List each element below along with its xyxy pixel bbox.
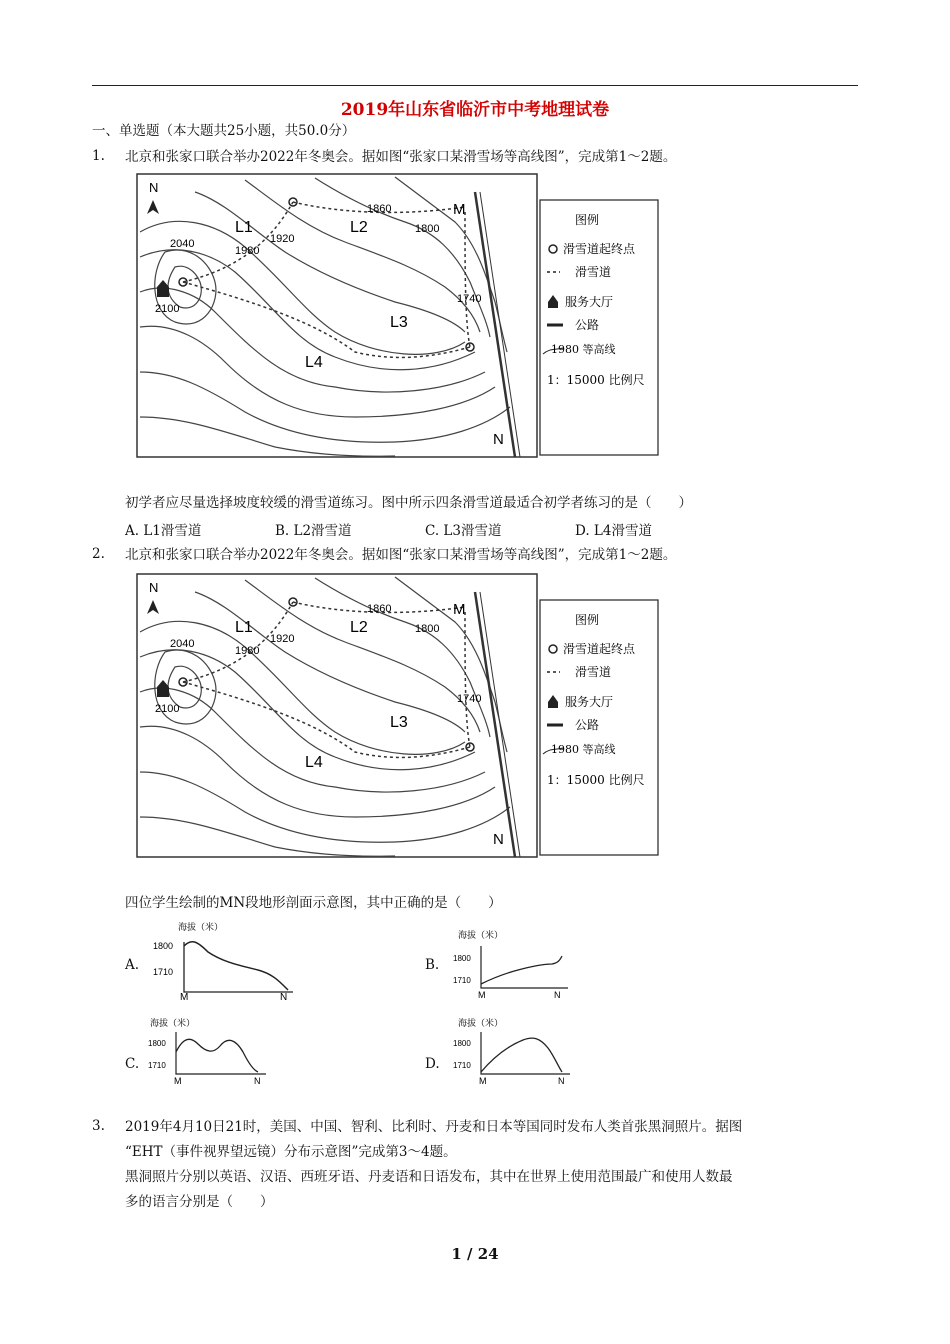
label-l4: L4	[305, 354, 323, 371]
profile-c-m: M	[174, 1076, 182, 1086]
q1-option-a[interactable]: A. L1滑雪道	[125, 523, 202, 539]
q2-option-d[interactable]: D.	[425, 1056, 440, 1072]
label-n: N	[493, 831, 504, 848]
profile-d-ylabel: 海拔（米）	[458, 1019, 504, 1029]
profile-b-m: M	[478, 990, 486, 1000]
legend-contour: 1980 等高线	[551, 743, 616, 756]
q2-option-a[interactable]: A.	[125, 957, 140, 973]
north-label: N	[149, 180, 159, 195]
profile-c-y-high: 1800	[148, 1039, 166, 1048]
legend-start-end: 滑雪道起终点	[563, 242, 636, 256]
q1-option-b[interactable]: B. L2滑雪道	[275, 523, 352, 539]
label-l2: L2	[350, 219, 368, 236]
contour-1980: 1980	[235, 645, 260, 657]
contour-1800: 1800	[415, 223, 440, 235]
label-l3: L3	[390, 714, 408, 731]
profile-a-y-low: 1710	[153, 967, 174, 977]
profile-c-ylabel: 海拔（米）	[150, 1019, 196, 1029]
legend-road: 公路	[575, 718, 600, 732]
contour-1980: 1980	[235, 245, 260, 257]
legend-contour: 1980 等高线	[551, 343, 616, 356]
q2-option-b[interactable]: B.	[425, 957, 440, 973]
page-title: 2019年山东省临沂市中考地理试卷	[340, 100, 610, 120]
q3-line1: 2019年4月10日21时，美国、中国、智利、比利时、丹麦和日本等国同时发布人类首张黑洞照片。据图	[125, 1119, 743, 1135]
profile-a-m: M	[180, 992, 189, 1000]
profile-d-n: N	[558, 1076, 565, 1086]
q2-stem: 北京和张家口联合举办2022年冬奥会。据如图“张家口某滑雪场等高线图”，完成第1～2题。	[125, 547, 677, 563]
profile-c-y-low: 1710	[148, 1061, 166, 1070]
legend-title: 图例	[575, 613, 600, 627]
profile-c[interactable]	[148, 1016, 278, 1088]
contour-1860: 1860	[367, 603, 392, 615]
contour-1920: 1920	[270, 233, 295, 245]
profile-a-ylabel: 海拔（米）	[178, 923, 224, 933]
profile-b-ylabel: 海拔（米）	[458, 931, 504, 941]
legend-scale: 1：15000 比例尺	[547, 773, 645, 787]
profile-d-y-high: 1800	[453, 1039, 471, 1048]
profile-b-n: N	[554, 990, 561, 1000]
contour-1920: 1920	[270, 633, 295, 645]
legend-hall: 服务大厅	[565, 295, 614, 309]
contour-1860: 1860	[367, 203, 392, 215]
contour-map-2	[135, 572, 663, 859]
contour-1740: 1740	[457, 693, 482, 705]
q2-option-c[interactable]: C.	[125, 1056, 140, 1072]
contour-2100: 2100	[155, 703, 180, 715]
profile-b-y-high: 1800	[453, 954, 471, 963]
label-l1: L1	[235, 219, 253, 236]
section-heading: 一、单选题（本大题共25小题，共50.0分）	[92, 123, 356, 139]
page-number: 1 / 24	[451, 1245, 499, 1263]
legend-road: 公路	[575, 318, 600, 332]
label-l2: L2	[350, 619, 368, 636]
contour-1740: 1740	[457, 293, 482, 305]
contour-1800: 1800	[415, 623, 440, 635]
profile-a-y-high: 1800	[153, 941, 174, 951]
q3-line4: 多的语言分别是（ ）	[125, 1194, 274, 1210]
label-l4: L4	[305, 754, 323, 771]
profile-a[interactable]	[148, 920, 298, 1000]
q2-number: 2.	[92, 546, 105, 562]
q1-option-c[interactable]: C. L3滑雪道	[425, 523, 502, 539]
contour-map-1	[135, 172, 663, 459]
profile-d-m: M	[479, 1076, 487, 1086]
north-label: N	[149, 580, 159, 595]
legend-title: 图例	[575, 213, 600, 227]
contour-2100: 2100	[155, 303, 180, 315]
legend-start-end: 滑雪道起终点	[563, 642, 636, 656]
label-m: M	[453, 201, 466, 218]
contour-2040: 2040	[170, 638, 195, 650]
label-n: N	[493, 431, 504, 448]
legend-trail: 滑雪道	[575, 265, 612, 279]
label-l1: L1	[235, 619, 253, 636]
legend-scale: 1：15000 比例尺	[547, 373, 645, 387]
legend-trail: 滑雪道	[575, 665, 612, 679]
legend-hall: 服务大厅	[565, 695, 614, 709]
profile-b-y-low: 1710	[453, 976, 471, 985]
profile-d[interactable]	[448, 1016, 578, 1088]
profile-b[interactable]	[448, 928, 578, 1000]
profile-d-y-low: 1710	[453, 1061, 471, 1070]
label-l3: L3	[390, 314, 408, 331]
q1-stem: 北京和张家口联合举办2022年冬奥会。据如图“张家口某滑雪场等高线图”，完成第1～2题。	[125, 149, 677, 165]
header-rule	[92, 85, 858, 86]
q1-option-d[interactable]: D. L4滑雪道	[575, 523, 652, 539]
profile-c-n: N	[254, 1076, 261, 1086]
contour-2040: 2040	[170, 238, 195, 250]
q3-number: 3.	[92, 1118, 105, 1134]
label-m: M	[453, 601, 466, 618]
profile-a-n: N	[280, 992, 288, 1000]
q1-number: 1.	[92, 148, 105, 164]
q3-line3: 黑洞照片分别以英语、汉语、西班牙语、丹麦语和日语发布，其中在世界上使用范围最广和使用人数最	[125, 1169, 733, 1185]
q2-question: 四位学生绘制的MN段地形剖面示意图，其中正确的是（ ）	[125, 895, 502, 911]
q3-line2: “EHT（事件视界望远镜）分布示意图”完成第3～4题。	[125, 1144, 457, 1160]
q1-question: 初学者应尽量选择坡度较缓的滑雪道练习。图中所示四条滑雪道最适合初学者练习的是（ ）	[125, 495, 692, 511]
